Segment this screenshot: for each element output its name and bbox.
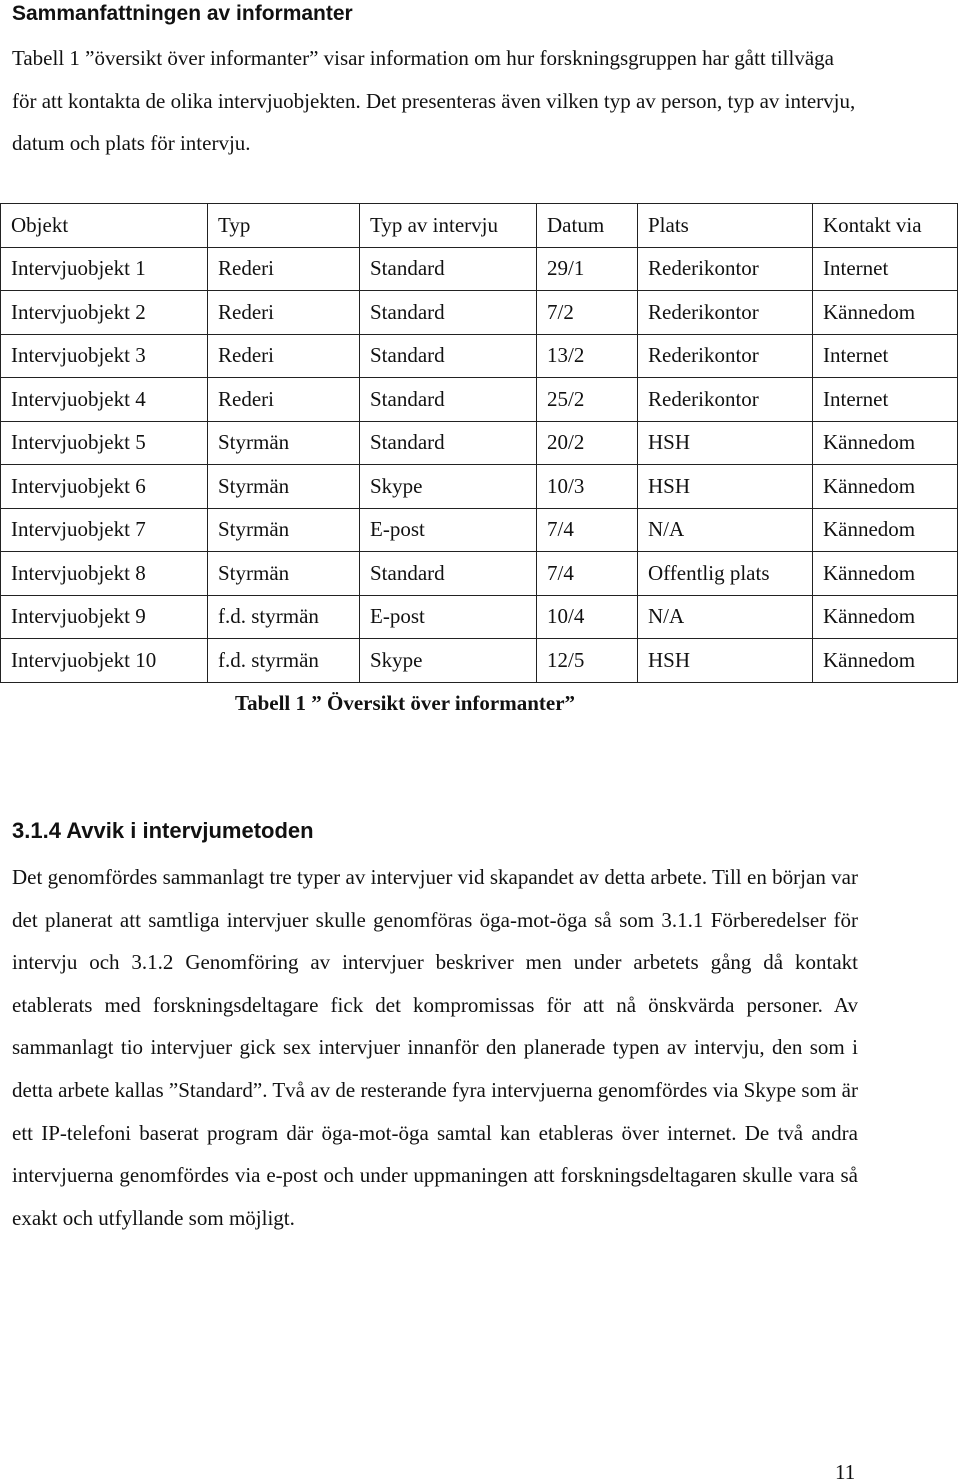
intro-paragraph: Tabell 1 ”översikt över informanter” visar information om hur forskningsgruppen har gått tillväga för att kontakta de olika intervjuobjekten. Det presenteras även vilken typ av person, typ av intervju, datum och plats för intervju. <box>12 46 856 155</box>
table-header-row <box>1 204 958 248</box>
table-cell: Kännedom <box>813 595 958 639</box>
table-cell: Intervjuobjekt 2 <box>1 291 208 335</box>
table-cell: Kännedom <box>813 639 958 683</box>
page-number: 11 <box>835 1460 856 1484</box>
table-cell: HSH <box>638 465 813 509</box>
table-cell: Intervjuobjekt 1 <box>1 247 208 291</box>
table-cell: N/A <box>638 595 813 639</box>
table-cell: 20/2 <box>537 421 638 465</box>
table-cell: Offentlig plats <box>638 552 813 596</box>
table-cell: Standard <box>360 552 537 596</box>
table-row <box>1 378 958 422</box>
table-cell: 29/1 <box>537 247 638 291</box>
table-cell: Rederi <box>208 247 360 291</box>
table-row <box>1 595 958 639</box>
table-row <box>1 508 958 552</box>
table-row <box>1 421 958 465</box>
table-cell: Rederikontor <box>638 378 813 422</box>
table-cell: Rederi <box>208 291 360 335</box>
table-cell: Internet <box>813 334 958 378</box>
header-cell: Kontakt via <box>813 204 958 248</box>
table-cell: f.d. styrmän <box>208 639 360 683</box>
table-cell: Kännedom <box>813 552 958 596</box>
body-paragraph: Det genomfördes sammanlagt tre typer av intervjuer vid skapandet av detta arbete. Till en början var det planerat att samtliga intervjuer skulle genomföras öga-mot-öga så som 3.1.1 Förberedelser för intervju och 3.1.2 Genomföring av intervjuer beskriver men under arbetets gång då kontakt etablerats med forskningsdeltagare fick det kompromissas för att nå önskvärda personer. Av sammanlagt tio intervjuer gick sex intervjuer innanför den planerade typen av intervju, den som i detta arbete kallas ”Standard”. Två av de resterande fyra intervjuerna genomfördes via Skype som är ett IP-telefoni baserat program där öga-mot-öga samtal kan etableras över internet. De två andra intervjuerna genomfördes via e-post och under uppmaningen att forskningsdeltagaren skulle vara så exakt och utfyllande som möjligt. <box>12 865 858 1230</box>
table-cell: 13/2 <box>537 334 638 378</box>
table-cell: 12/5 <box>537 639 638 683</box>
table-cell: 7/4 <box>537 552 638 596</box>
table-cell: Standard <box>360 378 537 422</box>
table-cell: Skype <box>360 639 537 683</box>
table-cell: Styrmän <box>208 465 360 509</box>
table-row <box>1 552 958 596</box>
table-row <box>1 247 958 291</box>
table-cell: Rederi <box>208 334 360 378</box>
table-cell: Styrmän <box>208 421 360 465</box>
table-cell: Styrmän <box>208 552 360 596</box>
table-cell: Rederi <box>208 378 360 422</box>
table-row <box>1 334 958 378</box>
table-cell: E-post <box>360 595 537 639</box>
table-cell: 25/2 <box>537 378 638 422</box>
table-cell: Intervjuobjekt 8 <box>1 552 208 596</box>
table-cell: Intervjuobjekt 7 <box>1 508 208 552</box>
table-cell: Standard <box>360 247 537 291</box>
table-cell: Kännedom <box>813 291 958 335</box>
table-cell: Skype <box>360 465 537 509</box>
table-cell: Intervjuobjekt 5 <box>1 421 208 465</box>
header-cell: Typ <box>208 204 360 248</box>
table-cell: Standard <box>360 334 537 378</box>
table-cell: f.d. styrmän <box>208 595 360 639</box>
table-cell: 7/2 <box>537 291 638 335</box>
table-cell: Intervjuobjekt 6 <box>1 465 208 509</box>
table-cell: E-post <box>360 508 537 552</box>
table-cell: Intervjuobjekt 4 <box>1 378 208 422</box>
section-heading: Sammanfattningen av informanter <box>12 2 353 25</box>
table-cell: Rederikontor <box>638 334 813 378</box>
table-cell: Internet <box>813 378 958 422</box>
table-cell: 10/4 <box>537 595 638 639</box>
table-cell: N/A <box>638 508 813 552</box>
table-cell: Standard <box>360 291 537 335</box>
table-cell: Internet <box>813 247 958 291</box>
table-cell: Intervjuobjekt 10 <box>1 639 208 683</box>
informants-table <box>0 203 958 683</box>
table-cell: HSH <box>638 421 813 465</box>
subsection-heading: 3.1.4 Avvik i intervjumetoden <box>12 818 314 843</box>
table-cell: Rederikontor <box>638 291 813 335</box>
table-cell: Styrmän <box>208 508 360 552</box>
table-row <box>1 465 958 509</box>
table-cell: Kännedom <box>813 465 958 509</box>
table-cell: Rederikontor <box>638 247 813 291</box>
table-cell: Standard <box>360 421 537 465</box>
table-cell: 7/4 <box>537 508 638 552</box>
header-cell: Typ av intervju <box>360 204 537 248</box>
table-cell: Kännedom <box>813 421 958 465</box>
table-row <box>1 291 958 335</box>
table-cell: Intervjuobjekt 9 <box>1 595 208 639</box>
table-caption: Tabell 1 ” Översikt över informanter” <box>235 691 576 715</box>
header-cell: Plats <box>638 204 813 248</box>
header-cell: Datum <box>537 204 638 248</box>
header-cell: Objekt <box>1 204 208 248</box>
table-cell: Kännedom <box>813 508 958 552</box>
table-cell: Intervjuobjekt 3 <box>1 334 208 378</box>
table-cell: 10/3 <box>537 465 638 509</box>
table-cell: HSH <box>638 639 813 683</box>
table-row <box>1 639 958 683</box>
